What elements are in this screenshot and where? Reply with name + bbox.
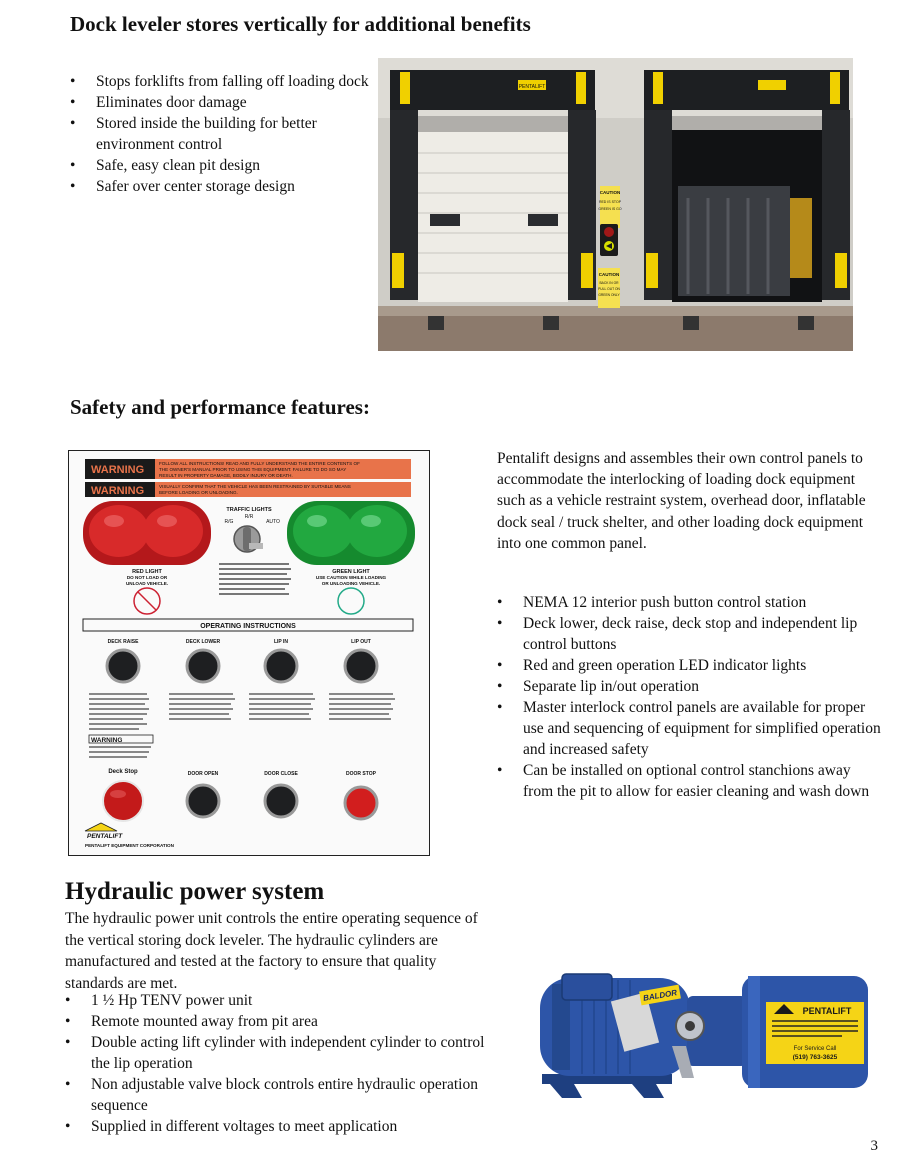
- list-item: • Non adjustable valve block controls entire hydraulic operation sequence: [65, 1074, 495, 1116]
- sign-bottom-line: PULL OUT ON: [598, 287, 620, 291]
- list-item: • NEMA 12 interior push button control station: [497, 592, 882, 613]
- list-item: • Safer over center storage design: [70, 176, 370, 197]
- list-item: • Can be installed on optional control stanchions away from the pit to allow for easier cleaning and wash down: [497, 760, 882, 802]
- motor-brand: BALDOR: [642, 988, 678, 1003]
- door-stop-label: DOOR STOP: [346, 771, 376, 777]
- list-item: • Safe, easy clean pit design: [70, 155, 370, 176]
- rg-label: R/G: [224, 519, 234, 525]
- warning-line: BEFORE LOADING OR UNLOADING.: [159, 490, 238, 495]
- panel-brand: PENTALIFT: [87, 833, 123, 840]
- section-title-dock-leveler: Dock leveler stores vertically for additional benefits: [70, 12, 531, 36]
- door-close-label: DOOR CLOSE: [264, 771, 298, 777]
- auto-label: AUTO: [266, 519, 280, 525]
- warning-line: FOLLOW ALL INSTRUCTIONS! READ AND FULLY UNDERSTAND THE ENTIRE CONTENTS OF: [159, 461, 360, 466]
- warning-line: RESULT IN PROPERTY DAMAGE, BODILY INJURY OR DEATH.: [159, 473, 293, 478]
- loading-dock-photo: [378, 58, 853, 351]
- service-label: For Service Call: [793, 1046, 837, 1052]
- warning-label: WARNING: [91, 485, 145, 497]
- list-item: • Eliminates door damage: [70, 92, 370, 113]
- sign-top-line: RED IS STOP: [598, 200, 622, 204]
- control-panel-photo: [68, 450, 430, 856]
- list-item: • Master interlock control panels are available for proper use and sequencing of equipment for simplified operation and increased safety: [497, 697, 882, 760]
- page-number: 3: [870, 1138, 878, 1154]
- lip-in-label: LIP IN: [273, 639, 289, 645]
- red-light-title: RED LIGHT: [132, 569, 162, 575]
- hydraulic-description: The hydraulic power unit controls the entire operating sequence of the vertical storing dock leveler. The hydraulic cylinders are manufactured and tested at the factory to ensure that quality standards are met.: [65, 910, 478, 992]
- list-item: • Supplied in different voltages to meet application: [65, 1116, 495, 1137]
- red-light-text: DO NOT LOAD OR: [126, 575, 168, 580]
- dock-leveler-benefits-list: [70, 71, 370, 197]
- small-warning-label: WARNING: [91, 737, 123, 744]
- deck-raise-label: DECK RAISE: [107, 639, 139, 645]
- list-item: • Red and green operation LED indicator lights: [497, 655, 882, 676]
- lip-out-label: LIP OUT: [351, 639, 371, 645]
- red-light-text: UNLOAD VEHICLE.: [125, 581, 169, 586]
- warning-line: THE OWNER'S MANUAL PRIOR TO USING THIS EQUIPMENT. FAILURE TO DO SO MAY: [159, 467, 347, 472]
- control-panel-description: Pentalift designs and assembles their own control panels to accommodate the interlocking of loading dock equipment such as a vehicle restraint system, overhead door, inflatable dock seal / truck shelter, and other loading dock equipment into one common panel.: [497, 450, 866, 552]
- safety-features-list: [497, 592, 882, 802]
- list-item: • Stops forklifts from falling off loading dock: [70, 71, 370, 92]
- warning-label: WARNING: [91, 464, 145, 476]
- traffic-lights-label: TRAFFIC LIGHTS: [226, 507, 272, 513]
- sign-top-title: CAUTION: [599, 190, 621, 195]
- list-item: • Double acting lift cylinder with independent cylinder to control the lip operation: [65, 1032, 495, 1074]
- section-title-hydraulic: Hydraulic power system: [65, 878, 325, 905]
- rr-label: R/R: [244, 514, 254, 520]
- sign-bottom-line: BACK IN OR: [599, 281, 619, 285]
- panel-brand-corp: PENTALIFT EQUIPMENT CORPORATION: [85, 843, 174, 848]
- warning-line: VISUALLY CONFIRM THAT THE VEHICLE HAS BEEN RESTRAINED BY SUITABLE MEANS: [159, 484, 351, 489]
- section-title-safety: Safety and performance features:: [70, 395, 370, 419]
- sign-bottom-title: CAUTION: [598, 272, 620, 277]
- list-item: • Stored inside the building for better environment control: [70, 113, 370, 155]
- list-item: • 1 ½ Hp TENV power unit: [65, 990, 495, 1011]
- list-item: • Deck lower, deck raise, deck stop and independent lip control buttons: [497, 613, 882, 655]
- list-item: • Separate lip in/out operation: [497, 676, 882, 697]
- hydraulic-features-list: [65, 990, 495, 1137]
- shelter-logo: PENTALIFT: [518, 84, 546, 90]
- green-light-text: USE CAUTION WHILE LOADING: [315, 575, 387, 580]
- sign-top-line: GREEN IS GO: [598, 207, 622, 211]
- service-phone: (519) 763-3625: [792, 1054, 838, 1061]
- green-light-title: GREEN LIGHT: [332, 569, 370, 575]
- sign-bottom-line: GREEN ONLY: [598, 293, 620, 297]
- hydraulic-power-unit-photo: [522, 966, 874, 1106]
- deck-stop-label: Deck Stop: [108, 769, 138, 775]
- door-open-label: DOOR OPEN: [187, 771, 219, 777]
- list-item: • Remote mounted away from pit area: [65, 1011, 495, 1032]
- operating-instructions-label: OPERATING INSTRUCTIONS: [200, 623, 296, 630]
- green-light-text: OR UNLOADING VEHICLE.: [321, 581, 381, 586]
- label-brand: PENTALIFT: [802, 1006, 852, 1016]
- deck-lower-label: DECK LOWER: [185, 639, 221, 645]
